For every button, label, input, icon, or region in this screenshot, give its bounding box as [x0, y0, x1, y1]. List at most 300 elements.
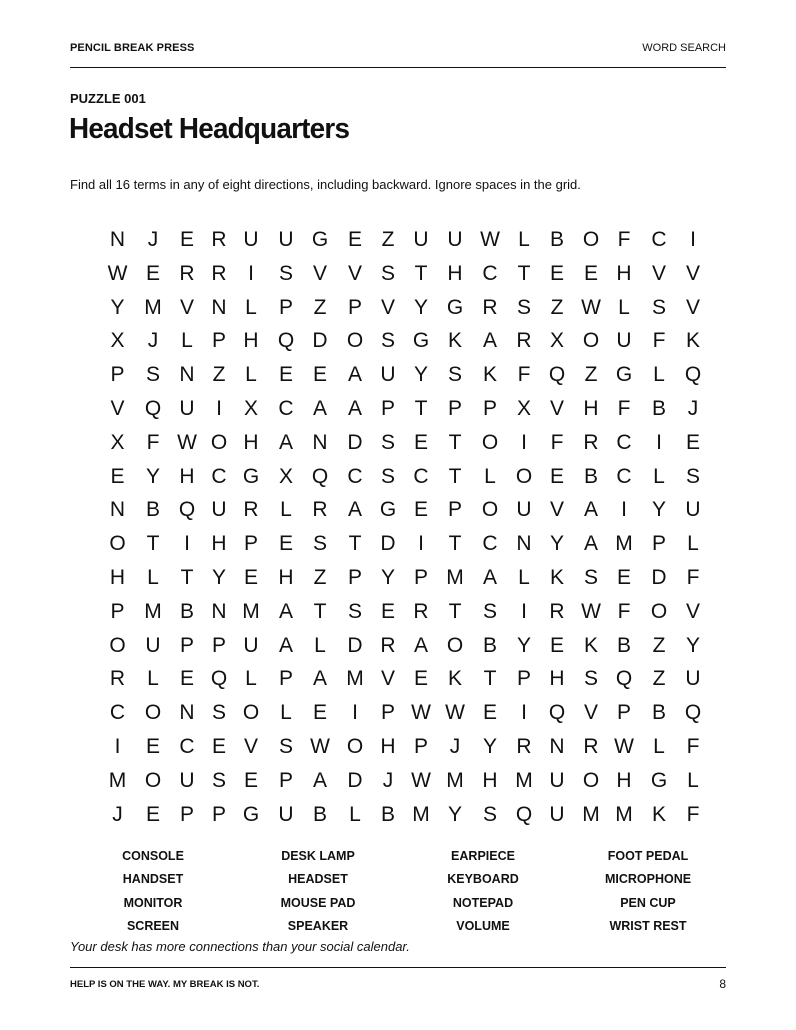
grid-cell[interactable]: B: [651, 396, 666, 420]
grid-cell[interactable]: S: [380, 261, 395, 285]
grid-cell[interactable]: C: [482, 532, 498, 556]
grid-cell[interactable]: Y: [145, 464, 160, 488]
grid-cell[interactable]: H: [211, 532, 227, 556]
grid-cell[interactable]: V: [685, 599, 700, 623]
grid-cell[interactable]: U: [179, 396, 195, 420]
grid-cell[interactable]: R: [211, 228, 227, 251]
grid-cell[interactable]: E: [413, 498, 428, 522]
grid-cell[interactable]: R: [312, 498, 328, 522]
grid-cell[interactable]: S: [583, 667, 598, 691]
grid-cell[interactable]: T: [180, 565, 194, 589]
grid-cell[interactable]: W: [411, 768, 431, 792]
grid-cell[interactable]: U: [243, 633, 259, 657]
grid-cell[interactable]: P: [179, 633, 194, 657]
grid-cell[interactable]: L: [687, 532, 699, 556]
grid-cell[interactable]: Y: [685, 633, 700, 657]
grid-cell[interactable]: P: [482, 396, 497, 420]
grid-cell[interactable]: Z: [381, 228, 395, 251]
grid-cell[interactable]: P: [179, 802, 194, 826]
grid-cell[interactable]: L: [687, 768, 699, 792]
grid-cell[interactable]: S: [211, 768, 226, 792]
grid-cell[interactable]: X: [110, 329, 125, 353]
grid-cell[interactable]: L: [653, 363, 665, 387]
grid-cell[interactable]: U: [516, 498, 532, 522]
grid-cell[interactable]: I: [418, 532, 424, 556]
grid-cell[interactable]: K: [447, 667, 462, 691]
grid-cell[interactable]: R: [482, 295, 498, 319]
grid-cell[interactable]: I: [184, 532, 190, 556]
grid-cell[interactable]: T: [517, 261, 531, 285]
grid-cell[interactable]: W: [614, 734, 634, 758]
grid-cell[interactable]: V: [380, 667, 395, 691]
grid-cell[interactable]: Q: [311, 464, 329, 488]
grid-cell[interactable]: E: [145, 261, 160, 285]
grid-cell[interactable]: R: [179, 261, 195, 285]
grid-cell[interactable]: E: [685, 430, 700, 454]
grid-cell[interactable]: U: [549, 768, 565, 792]
grid-cell[interactable]: H: [243, 329, 259, 353]
grid-cell[interactable]: L: [618, 295, 630, 319]
grid-cell[interactable]: O: [109, 633, 126, 657]
grid-cell[interactable]: B: [651, 701, 666, 725]
grid-cell[interactable]: E: [179, 228, 194, 251]
grid-cell[interactable]: U: [211, 498, 227, 522]
grid-cell[interactable]: S: [482, 599, 497, 623]
grid-cell[interactable]: F: [550, 430, 564, 454]
grid-cell[interactable]: N: [179, 363, 195, 387]
grid-cell[interactable]: I: [248, 261, 254, 285]
grid-cell[interactable]: W: [411, 701, 431, 725]
grid-cell[interactable]: C: [482, 261, 498, 285]
grid-cell[interactable]: P: [380, 396, 395, 420]
grid-cell[interactable]: T: [414, 261, 428, 285]
grid-cell[interactable]: Z: [652, 633, 666, 657]
grid-cell[interactable]: D: [347, 768, 363, 792]
grid-cell[interactable]: Y: [549, 532, 564, 556]
grid-cell[interactable]: C: [651, 228, 667, 251]
grid-cell[interactable]: Z: [652, 667, 666, 691]
grid-cell[interactable]: H: [482, 768, 498, 792]
grid-cell[interactable]: V: [347, 261, 362, 285]
grid-cell[interactable]: E: [312, 363, 327, 387]
grid-cell[interactable]: L: [147, 565, 159, 589]
grid-cell[interactable]: D: [651, 565, 667, 589]
grid-cell[interactable]: K: [549, 565, 564, 589]
grid-cell[interactable]: H: [380, 734, 396, 758]
grid-cell[interactable]: Q: [178, 498, 196, 522]
grid-cell[interactable]: Y: [211, 565, 226, 589]
grid-cell[interactable]: V: [110, 396, 125, 420]
grid-cell[interactable]: R: [583, 734, 599, 758]
grid-cell[interactable]: T: [448, 599, 462, 623]
grid-cell[interactable]: T: [146, 532, 160, 556]
grid-cell[interactable]: E: [583, 261, 598, 285]
grid-cell[interactable]: B: [616, 633, 631, 657]
grid-cell[interactable]: T: [448, 532, 462, 556]
grid-cell[interactable]: F: [517, 363, 531, 387]
grid-cell[interactable]: A: [312, 768, 327, 792]
grid-cell[interactable]: A: [583, 532, 598, 556]
grid-cell[interactable]: M: [446, 565, 464, 589]
grid-cell[interactable]: P: [447, 396, 462, 420]
grid-cell[interactable]: L: [349, 802, 361, 826]
grid-cell[interactable]: S: [278, 734, 293, 758]
grid-cell[interactable]: G: [242, 464, 260, 488]
grid-cell[interactable]: B: [583, 464, 598, 488]
grid-cell[interactable]: I: [114, 734, 121, 758]
grid-cell[interactable]: J: [147, 228, 159, 251]
grid-cell[interactable]: J: [147, 329, 159, 353]
grid-cell[interactable]: N: [109, 228, 126, 251]
grid-cell[interactable]: Q: [684, 701, 702, 725]
grid-cell[interactable]: B: [312, 802, 327, 826]
grid-cell[interactable]: H: [549, 667, 565, 691]
grid-cell[interactable]: G: [311, 228, 329, 251]
grid-cell[interactable]: A: [347, 363, 362, 387]
grid-cell[interactable]: Q: [548, 363, 566, 387]
grid-cell[interactable]: R: [549, 599, 565, 623]
grid-cell[interactable]: P: [110, 599, 125, 623]
grid-cell[interactable]: M: [144, 599, 162, 623]
grid-cell[interactable]: S: [685, 464, 700, 488]
grid-cell[interactable]: R: [516, 734, 532, 758]
grid-cell[interactable]: P: [380, 701, 395, 725]
grid-cell[interactable]: Q: [515, 802, 533, 826]
grid-cell[interactable]: H: [447, 261, 463, 285]
grid-cell[interactable]: N: [549, 734, 565, 758]
grid-cell[interactable]: M: [108, 768, 127, 792]
grid-cell[interactable]: J: [687, 396, 699, 420]
grid-cell[interactable]: V: [651, 261, 666, 285]
grid-cell[interactable]: I: [521, 430, 527, 454]
grid-cell[interactable]: V: [312, 261, 327, 285]
grid-cell[interactable]: U: [549, 802, 565, 826]
grid-cell[interactable]: H: [179, 464, 195, 488]
grid-cell[interactable]: P: [347, 295, 362, 319]
grid-cell[interactable]: K: [685, 329, 700, 353]
grid-cell[interactable]: E: [179, 667, 194, 691]
grid-cell[interactable]: A: [347, 498, 362, 522]
grid-cell[interactable]: S: [312, 532, 327, 556]
grid-cell[interactable]: R: [413, 599, 429, 623]
grid-cell[interactable]: O: [582, 768, 600, 792]
grid-cell[interactable]: S: [211, 701, 226, 725]
grid-cell[interactable]: Q: [210, 667, 228, 691]
grid-cell[interactable]: L: [518, 565, 530, 589]
grid-cell[interactable]: C: [616, 464, 632, 488]
grid-cell[interactable]: Q: [548, 701, 566, 725]
grid-cell[interactable]: B: [549, 228, 564, 251]
grid-cell[interactable]: P: [447, 498, 462, 522]
grid-cell[interactable]: D: [347, 430, 363, 454]
grid-cell[interactable]: P: [110, 363, 125, 387]
grid-cell[interactable]: G: [412, 329, 430, 353]
grid-cell[interactable]: P: [211, 329, 226, 353]
grid-cell[interactable]: V: [685, 295, 700, 319]
grid-cell[interactable]: W: [480, 228, 500, 251]
grid-cell[interactable]: Y: [447, 802, 462, 826]
grid-cell[interactable]: W: [177, 430, 197, 454]
grid-cell[interactable]: P: [278, 667, 293, 691]
grid-cell[interactable]: Y: [482, 734, 497, 758]
grid-cell[interactable]: K: [651, 802, 666, 826]
grid-cell[interactable]: H: [109, 565, 126, 589]
grid-cell[interactable]: U: [278, 228, 294, 251]
grid-cell[interactable]: I: [521, 599, 527, 623]
grid-cell[interactable]: S: [380, 430, 395, 454]
grid-cell[interactable]: Z: [313, 565, 327, 589]
grid-cell[interactable]: Q: [684, 363, 702, 387]
grid-cell[interactable]: L: [147, 667, 159, 691]
grid-cell[interactable]: S: [516, 295, 531, 319]
grid-cell[interactable]: E: [278, 532, 293, 556]
grid-cell[interactable]: T: [348, 532, 362, 556]
grid-cell[interactable]: L: [181, 329, 193, 353]
grid-cell[interactable]: T: [448, 430, 462, 454]
grid-cell[interactable]: P: [413, 565, 428, 589]
grid-cell[interactable]: F: [686, 802, 700, 826]
grid-cell[interactable]: K: [482, 363, 497, 387]
grid-cell[interactable]: S: [583, 565, 598, 589]
grid-cell[interactable]: E: [347, 228, 362, 251]
grid-cell[interactable]: H: [616, 768, 632, 792]
grid-cell[interactable]: I: [352, 701, 358, 725]
grid-cell[interactable]: X: [549, 329, 564, 353]
grid-cell[interactable]: R: [109, 667, 126, 691]
grid-cell[interactable]: G: [650, 768, 668, 792]
grid-cell[interactable]: E: [549, 464, 564, 488]
grid-cell[interactable]: O: [481, 430, 499, 454]
grid-cell[interactable]: G: [379, 498, 397, 522]
grid-cell[interactable]: M: [615, 532, 633, 556]
grid-cell[interactable]: I: [216, 396, 222, 420]
grid-cell[interactable]: H: [616, 261, 632, 285]
grid-cell[interactable]: L: [484, 464, 496, 488]
grid-cell[interactable]: Q: [615, 667, 633, 691]
grid-cell[interactable]: E: [413, 667, 428, 691]
grid-cell[interactable]: Y: [516, 633, 531, 657]
grid-cell[interactable]: W: [445, 701, 465, 725]
grid-cell[interactable]: S: [651, 295, 666, 319]
grid-cell[interactable]: L: [314, 633, 326, 657]
grid-cell[interactable]: T: [448, 464, 462, 488]
grid-cell[interactable]: S: [347, 599, 362, 623]
grid-cell[interactable]: P: [516, 667, 531, 691]
grid-cell[interactable]: O: [242, 701, 260, 725]
grid-cell[interactable]: P: [616, 701, 631, 725]
grid-cell[interactable]: S: [145, 363, 160, 387]
grid-cell[interactable]: S: [482, 802, 497, 826]
letter-grid[interactable]: [106, 228, 706, 836]
grid-cell[interactable]: E: [413, 430, 428, 454]
grid-cell[interactable]: F: [617, 228, 631, 251]
grid-cell[interactable]: O: [109, 532, 126, 556]
grid-cell[interactable]: X: [516, 396, 531, 420]
grid-cell[interactable]: I: [521, 701, 527, 725]
grid-cell[interactable]: C: [347, 464, 363, 488]
grid-cell[interactable]: V: [583, 701, 598, 725]
grid-cell[interactable]: G: [446, 295, 464, 319]
grid-cell[interactable]: L: [280, 498, 292, 522]
grid-cell[interactable]: O: [144, 768, 162, 792]
grid-cell[interactable]: Y: [651, 498, 666, 522]
grid-cell[interactable]: H: [583, 396, 599, 420]
grid-cell[interactable]: U: [179, 768, 195, 792]
grid-cell[interactable]: V: [549, 396, 564, 420]
grid-cell[interactable]: L: [245, 667, 257, 691]
grid-cell[interactable]: E: [278, 363, 293, 387]
grid-cell[interactable]: E: [312, 701, 327, 725]
grid-cell[interactable]: A: [482, 329, 497, 353]
grid-cell[interactable]: E: [616, 565, 631, 589]
grid-cell[interactable]: M: [346, 667, 364, 691]
grid-cell[interactable]: C: [211, 464, 227, 488]
grid-cell[interactable]: U: [243, 228, 259, 251]
grid-cell[interactable]: C: [616, 430, 632, 454]
grid-cell[interactable]: Z: [313, 295, 327, 319]
grid-cell[interactable]: X: [110, 430, 125, 454]
grid-cell[interactable]: C: [278, 396, 294, 420]
grid-cell[interactable]: R: [211, 261, 227, 285]
grid-cell[interactable]: G: [242, 802, 260, 826]
grid-cell[interactable]: L: [280, 701, 292, 725]
grid-cell[interactable]: H: [243, 430, 259, 454]
grid-cell[interactable]: A: [413, 633, 428, 657]
grid-cell[interactable]: A: [312, 396, 327, 420]
grid-cell[interactable]: E: [243, 565, 258, 589]
grid-cell[interactable]: A: [278, 430, 293, 454]
grid-cell[interactable]: L: [245, 295, 257, 319]
grid-cell[interactable]: Q: [277, 329, 295, 353]
grid-cell[interactable]: I: [690, 228, 696, 251]
grid-cell[interactable]: T: [483, 667, 497, 691]
grid-cell[interactable]: U: [685, 498, 701, 522]
grid-cell[interactable]: E: [110, 464, 125, 488]
grid-cell[interactable]: S: [447, 363, 462, 387]
grid-cell[interactable]: R: [243, 498, 259, 522]
grid-cell[interactable]: K: [447, 329, 462, 353]
grid-cell[interactable]: E: [211, 734, 226, 758]
grid-cell[interactable]: L: [518, 228, 530, 251]
grid-cell[interactable]: L: [245, 363, 257, 387]
grid-cell[interactable]: P: [211, 802, 226, 826]
grid-cell[interactable]: J: [382, 768, 394, 792]
grid-cell[interactable]: C: [413, 464, 429, 488]
grid-cell[interactable]: Y: [110, 295, 125, 319]
grid-cell[interactable]: Z: [550, 295, 564, 319]
grid-cell[interactable]: F: [686, 734, 700, 758]
grid-cell[interactable]: N: [211, 295, 227, 319]
grid-cell[interactable]: E: [549, 633, 564, 657]
grid-cell[interactable]: A: [482, 565, 497, 589]
grid-cell[interactable]: M: [615, 802, 633, 826]
grid-cell[interactable]: D: [312, 329, 328, 353]
grid-cell[interactable]: B: [179, 599, 194, 623]
grid-cell[interactable]: L: [653, 734, 665, 758]
grid-cell[interactable]: F: [146, 430, 160, 454]
grid-cell[interactable]: D: [380, 532, 396, 556]
grid-cell[interactable]: P: [347, 565, 362, 589]
grid-cell[interactable]: T: [313, 599, 327, 623]
grid-cell[interactable]: O: [346, 329, 364, 353]
grid-cell[interactable]: N: [179, 701, 195, 725]
grid-cell[interactable]: E: [380, 599, 395, 623]
grid-cell[interactable]: M: [144, 295, 162, 319]
grid-cell[interactable]: U: [145, 633, 161, 657]
grid-cell[interactable]: I: [621, 498, 627, 522]
grid-cell[interactable]: W: [107, 261, 128, 285]
grid-cell[interactable]: P: [651, 532, 666, 556]
grid-cell[interactable]: D: [347, 633, 363, 657]
grid-cell[interactable]: P: [278, 768, 293, 792]
grid-cell[interactable]: M: [446, 768, 464, 792]
grid-cell[interactable]: P: [278, 295, 293, 319]
grid-cell[interactable]: P: [211, 633, 226, 657]
grid-cell[interactable]: J: [449, 734, 461, 758]
grid-cell[interactable]: F: [617, 599, 631, 623]
grid-cell[interactable]: S: [380, 464, 395, 488]
grid-cell[interactable]: F: [652, 329, 666, 353]
grid-cell[interactable]: F: [686, 565, 700, 589]
grid-cell[interactable]: O: [582, 329, 600, 353]
grid-cell[interactable]: O: [346, 734, 364, 758]
grid-cell[interactable]: O: [515, 464, 533, 488]
grid-cell[interactable]: P: [413, 734, 428, 758]
grid-cell[interactable]: U: [616, 329, 632, 353]
grid-cell[interactable]: R: [516, 329, 532, 353]
grid-cell[interactable]: M: [582, 802, 600, 826]
grid-cell[interactable]: S: [380, 329, 395, 353]
grid-cell[interactable]: U: [685, 667, 701, 691]
grid-cell[interactable]: E: [145, 802, 160, 826]
grid-cell[interactable]: Y: [413, 363, 428, 387]
grid-cell[interactable]: O: [446, 633, 464, 657]
grid-cell[interactable]: V: [243, 734, 258, 758]
grid-cell[interactable]: E: [482, 701, 497, 725]
grid-cell[interactable]: A: [278, 599, 293, 623]
grid-cell[interactable]: I: [656, 430, 662, 454]
grid-cell[interactable]: X: [278, 464, 293, 488]
grid-cell[interactable]: E: [549, 261, 564, 285]
grid-cell[interactable]: O: [582, 228, 600, 251]
grid-cell[interactable]: C: [109, 701, 126, 725]
grid-cell[interactable]: L: [653, 464, 665, 488]
grid-cell[interactable]: M: [242, 599, 260, 623]
grid-cell[interactable]: N: [211, 599, 227, 623]
grid-cell[interactable]: Z: [584, 363, 598, 387]
grid-cell[interactable]: U: [380, 363, 396, 387]
grid-cell[interactable]: K: [583, 633, 598, 657]
grid-cell[interactable]: V: [549, 498, 564, 522]
grid-cell[interactable]: U: [278, 802, 294, 826]
grid-cell[interactable]: R: [380, 633, 396, 657]
grid-cell[interactable]: O: [481, 498, 499, 522]
grid-cell[interactable]: Y: [380, 565, 395, 589]
grid-cell[interactable]: A: [347, 396, 362, 420]
grid-cell[interactable]: B: [145, 498, 160, 522]
grid-cell[interactable]: C: [179, 734, 195, 758]
grid-cell[interactable]: R: [583, 430, 599, 454]
grid-cell[interactable]: Z: [212, 363, 226, 387]
grid-cell[interactable]: O: [650, 599, 668, 623]
grid-cell[interactable]: M: [412, 802, 430, 826]
grid-cell[interactable]: V: [380, 295, 395, 319]
grid-cell[interactable]: V: [685, 261, 700, 285]
grid-cell[interactable]: A: [583, 498, 598, 522]
grid-cell[interactable]: W: [581, 599, 601, 623]
grid-cell[interactable]: M: [515, 768, 533, 792]
grid-cell[interactable]: E: [145, 734, 160, 758]
